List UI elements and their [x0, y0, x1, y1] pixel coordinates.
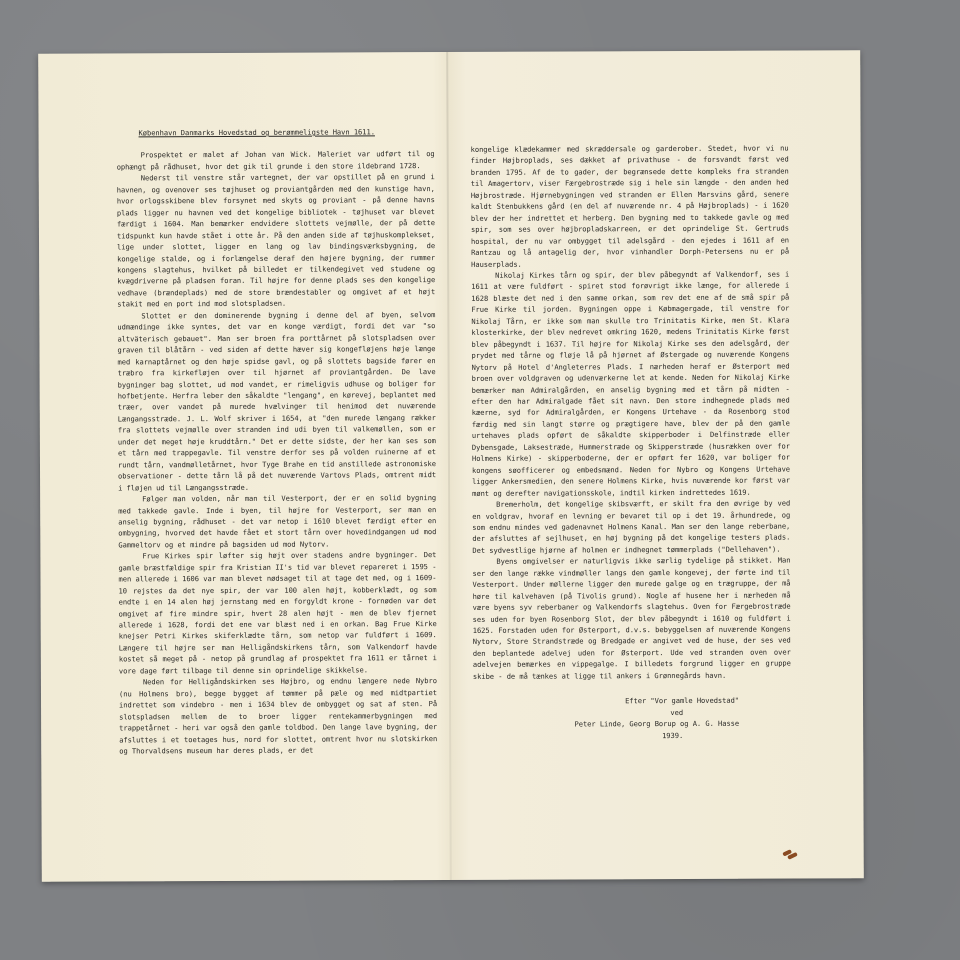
paragraph: Neden for Helligåndskirken ses Højbro, og endnu længere nede Nybro (nu Holmens bro), begge bygget af tømmer på pæle og med midtpartiet indrettet som vindebro - men i 1634 blev de ombygget og sat af sten. På slotspladsen mellem de to broer ligger rentekammerbygningen med trappetårnet - heri var også den gamle toldbod. Den lange lave bygning, der afsluttes i et toetages hus, nord for slottet, omtrent hvor nu slotskirken og Thorvaldsens museum har deres plads, er det: [118, 676, 438, 756]
stain-mark: [782, 847, 799, 862]
signature-source: Efter "Vor gamle Hovedstad": [625, 696, 740, 706]
document-sheet: [38, 50, 864, 882]
paragraph: Følger man volden, når man til Vesterport, der er en solid bygning med takkede gavle. Inde i byen, til højre for Vesterport, ser man en anselig bygning, rådhuset - det var netop i 1610 blevet færdigt efter en ombygning, hvorved det havde fået et stort tårn over hovedindgangen ud mod Gammeltorv og et mindre på bagsiden ud mod Nytorv.: [118, 493, 437, 550]
paragraph: kongelige klædekammer med skræddersale og garderober. Stedet, hvor vi nu finder Højbroplads, ses dækket af privathuse - de forsvandt først ved branden 1795. Af de to gader, der begrænsede dette kompleks fra stranden til Amagertorv, viser Færgebrostræde sig i hele sin længde - den anden hed Højbrostræde. Hjørnebygningen ved stranden er Ellen Marsvins gård, senere kaldt Stenbukkens gård (en del af nuværende nr. 4 på Højbroplads) - i 1620 blev der her indrettet et herberg. Den bygning med to takkede gavle og med spir, som ses over højbropladskarreen, er det oprindelige St. Gertruds hospital, der nu var ombygget til adelsgård - den ejedes i 1611 af en Rantzau og lå antagelig der, hvor vinhandler Dorph-Petersens nu er på Hauserplads.: [470, 143, 790, 269]
paragraph: Slottet er den dominerende bygning i denne del af byen, selvom udmændinge ikke syntes, det var en konge værdigt, fordi det var "so altväterisch gebauet". Man ser broen fra porttårnet på slotspladsen over graven til blåtårn - ved siden af dette hæver sig kongefløjens høje længe med karnaptårnet og den høje spidse gavl, og på slottets bagside fører en træbro fra kirkefløjen over til hjørnet af proviantgården. De lave bygninger bag slottet, ud mod vandet, er rimeligvis udhuse og boliger for hofbetjente. Herfra leber den såkaldte "lengang", en kørevej, beplantet med træer, over vandet på murede hvælvinger til henimod det nuværende Længangsstræde. J. L. Wolf skriver i 1654, at "den murede længang rækker fra slottets vejmølle over stranden ind udi byen til valkemøllen, som er under det meget høje kruddtårn." Det er dette sidste, der her kan ses som et tårn med trappegavle. Til venstre derfor ses på volden ruinerne af et rundt tårn, vandmølletårnet, hvor Tyge Brahe en tid anstillede astronomiske observationer - dette tårn lå på det nuværende Vartovs Plads, omtrent midt i fløjen ud til Længangsstræde.: [117, 309, 437, 493]
right-column: [470, 51, 791, 742]
paragraph: Prospektet er malet af Johan van Wick. Maleriet var udført til og ophængt på rådhuset, hvor det gik til grunde i den store ildebrand 1728.: [116, 149, 435, 172]
signature-year: 1939.: [662, 730, 684, 740]
left-column: [116, 52, 437, 757]
signature-block: [473, 695, 791, 742]
center-fold: [446, 52, 452, 880]
signature-ved: ved: [670, 707, 684, 717]
paragraph: Nederst til venstre står vartegnet, der var opstillet på en grund i havnen, og ovenover ses tøjhuset og proviantgården med den kunstige havn, hvor orlogsskibene blev forsynet med skyts og proviant - på denne havns plads ligger nu havnen ved det kongelige bibliotek - tøjhuset var blevet færdigt i 1604. Man bemærker endvidere slottets vejmølle, der på dette tidspunkt kun havde stået i otte år. På den anden side af tøjhuskomplekset, lige under slottet, ligger en lang og lav bindingsværksbygning, de kongelige stalde, og i forlængelse deraf den højere bygning, der rummer kongens slagtehus, hvilket på billedet er tilkendegivet ved studene og kvægdriverne på pladsen foran. Til højre for denne plads ses den kongelige vedhave (brændeplads) med de store brændestabler og omgivet af et højt stakit med en port ind mod slotspladsen.: [116, 172, 436, 309]
paragraph: Bremerholm, det kongelige skibsværft, er skilt fra den øvrige by ved en voldgrav, hvoraf en levning er bevaret til op i det 19. århundrede, og som endnu mindes ved gadenavnet Holmens Kanal. Man ser den lange reberbane, der afsluttes af sejlhuset, en høj bygning på det kongelige testers plads. Det sydvestlige hjørne af holmen er indhegnet tømmerplads ("Dellehaven").: [472, 498, 791, 555]
paragraph: Frue Kirkes spir løfter sig højt over stadens andre bygninger. Det gamle bræstfældige spir fra Kristian II's tid var blevet repareret i 1595 - men allerede i 1606 var man blevet nødsaget til at tage det med, og i 1609-10 rejstes da det nye spir, der var 100 alen højt, kobberklædt, og som endte i en 14 alen høj jernstang med en forgyldt krone - fornøden var det omgivet af fire mindre spir, hvert 28 alen højt - men de blev fjernet allerede i 1628, fordi det ene var blæst ned i en orkan. Bag Frue Kirke knejser Petri Kirkes skiferklædte tårn, som netop var fuldført i 1609. Længere til højre ser man Helligåndskirkens tårn, som Valkendorf havde kostet så meget på - netop på grundlag af prospektet fra 1611 er tårnet i vore dage ført tilbage til denne sin oprindelige skikkelse.: [118, 550, 437, 676]
paragraph: Nikolaj Kirkes tårn og spir, der blev påbegyndt af Valkendorf, ses i 1611 at være fuldført - spiret stod forøvrigt ikke længe, for allerede i 1628 blæste det ned i den samme orkan, som rev det ene af de små spir på Frue Kirke til jorden. Bygningen oppe i Købmagergade, til venstre for Nikolaj Tårn, er ikke som man skulle tro Trinitatis Kirke, men St. Klara klosterkirke, der blev nedrevet omkring 1620, medens Trinitatis Kirke først blev påbegyndt i 1637. Til højre for Nikolaj Kirke ses den adelsgård, der prydet med tårne og fløje lå på hjørnet af Østergade og nuværende Kongens Nytorv på Hotel d'Angleterres Plads. I nærheden heraf er Østerport med broen over voldgraven og udenværkerne let at kende. Neden for Nikolaj Kirke bemærker man Admiralgården, en anselig bygning med et tårn på midten - efter den har Admiralgade fået sit navn. Den store indhegnede plads med kæerne, syd for Admiralgården, er Kongens Urtehave - da Rosenborg stod færdig med sin langt større og prægtigere have, blev der på den gamle urtehaves plads opført de såkaldte skipperboder i Delfinstræde eller Dybensgade, Laksestræde, Hummerstræde og Skipperstræde (husrækken over for Holmens Kirke) - skipperboderne, der er opført fer 1620, var boliger for kongens søofficerer og embedsmænd. Neden for Nybro og Kongens Urtehave ligger Ankersmedien, den senere Holmens Kirke, hvis nuværende kor først var mønt og derefter navigationsskole, indtil kirken indrettedes 1619.: [471, 269, 791, 498]
paragraph: Byens omgivelser er naturligvis ikke særlig tydelige på stikket. Man ser den lange række vindmøller langs den gamle kongevej, der førte ind til Vesterport. Under møllerne ligger den murede galge og en trægruppe, der må høre til kalvehaven (på Tivolis grund). Nogle af husene her i nærheden må være byens syv reberbaner og Valkendorfs slagtehus. Oven for Færgebrostræde ses uden for byen Rosenborg Slot, der blev påbegyndt i 1610 og fuldført i 1625. Forstaden uden for Østerport, d.v.s. bebyggelsen af nuværende Kongens Nytorv, Store Strandstræde og Bredgade er angivet ved de huse, der ses ved den beplantede adelvej uden for Østerport. Ude ved stranden oven over adelvejen bemærkes en vippegalge. I billedets forgrund ligger en gruppe skibe - de må tænkes at ligge til ankers i Grønnegårds havn.: [472, 555, 791, 681]
document-title: København Danmarks Hovedstad og berømmeligste Havn 1611.: [138, 127, 375, 138]
signature-authors: Peter Linde, Georg Borup og A. G. Hasse: [574, 718, 740, 729]
